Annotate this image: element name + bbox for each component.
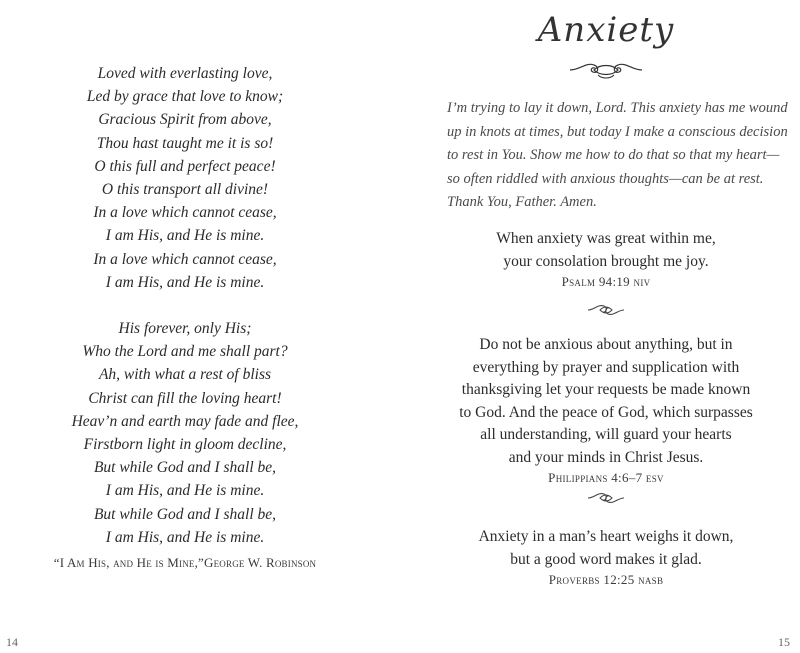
verse-line: When anxiety was great within me, — [496, 230, 716, 247]
prayer-line: so often riddled with anxious thoughts—can be at rest. — [447, 170, 764, 187]
poem-line: O this full and perfect peace! — [94, 157, 276, 175]
poem-line: But while God and I shall be, — [93, 459, 277, 477]
poem-line: O this transport all divine! — [101, 181, 269, 199]
scripture-verse — [412, 334, 800, 487]
verse-line: and your minds in Christ Jesus. — [508, 448, 704, 466]
scroll-divider-icon — [586, 300, 626, 320]
poem-line: I am His, and He is mine. — [105, 482, 265, 500]
scripture-verse — [412, 526, 800, 589]
right-page — [412, 0, 800, 653]
poem-line: Gracious Spirit from above, — [98, 111, 272, 129]
verse-line: all understanding, will guard your hearts — [480, 426, 732, 443]
verse-line: your consolation brought me joy. — [503, 252, 709, 270]
prayer-text — [447, 97, 797, 215]
poem-line: In a love which cannot cease, — [93, 250, 277, 268]
verse-reference: Proverbs 12:25 nasb — [548, 572, 664, 587]
poem-line: I am His, and He is mine. — [105, 227, 265, 245]
poem-line: Led by grace that love to know; — [86, 88, 284, 106]
poem-line: Heav’n and earth may fade and flee, — [71, 412, 299, 430]
verse-line: to God. And the peace of God, which surpasses — [459, 403, 753, 421]
prayer-line: to rest in You. Show me how to do that so that my heart— — [447, 147, 780, 163]
verse-reference: Philippians 4:6–7 esv — [548, 470, 664, 485]
poem-line: Ah, with what a rest of bliss — [98, 366, 272, 384]
page-number-right: 15 — [778, 635, 790, 649]
poem-line: I am His, and He is mine. — [105, 528, 265, 546]
poem-line: I am His, and He is mine. — [105, 273, 265, 291]
poem-line: But while God and I shall be, — [93, 505, 277, 523]
verse-reference: Psalm 94:19 niv — [561, 274, 651, 289]
scroll-divider-icon — [586, 488, 626, 508]
scripture-verse — [412, 228, 800, 291]
poem-line: Loved with everlasting love, — [97, 65, 273, 82]
left-page — [0, 0, 390, 653]
poem-line: Who the Lord and me shall part? — [82, 343, 288, 361]
stanza-break — [0, 294, 370, 317]
verse-line: everything by prayer and supplication with — [472, 358, 740, 376]
poem-line: Christ can fill the loving heart! — [88, 389, 282, 407]
poem-line: Firstborn light in gloom decline, — [83, 436, 287, 454]
poem-line: His forever, only His; — [118, 320, 252, 338]
poem-attribution: “I Am His, and He is Mine,”George W. Robinson — [53, 555, 317, 571]
flourish-ornament-icon — [568, 58, 644, 82]
verse-line: but a good word makes it glad. — [510, 550, 702, 568]
page-number-left: 14 — [6, 635, 18, 649]
poem-line: In a love which cannot cease, — [93, 204, 277, 222]
prayer-line: I’m trying to lay it down, Lord. This anxiety has me wound — [447, 100, 788, 116]
prayer-line: Thank You, Father. Amen. — [447, 194, 597, 210]
verse-line: thanksgiving let your requests be made known — [461, 381, 751, 398]
poem — [0, 62, 370, 574]
prayer-line: up in knots at times, but today I make a conscious decision — [447, 123, 788, 140]
page-title: Anxiety — [537, 10, 675, 50]
verse-line: Anxiety in a man’s heart weighs it down, — [478, 528, 734, 545]
poem-line: Thou hast taught me it is so! — [96, 134, 274, 152]
verse-line: Do not be anxious about anything, but in — [479, 336, 733, 353]
